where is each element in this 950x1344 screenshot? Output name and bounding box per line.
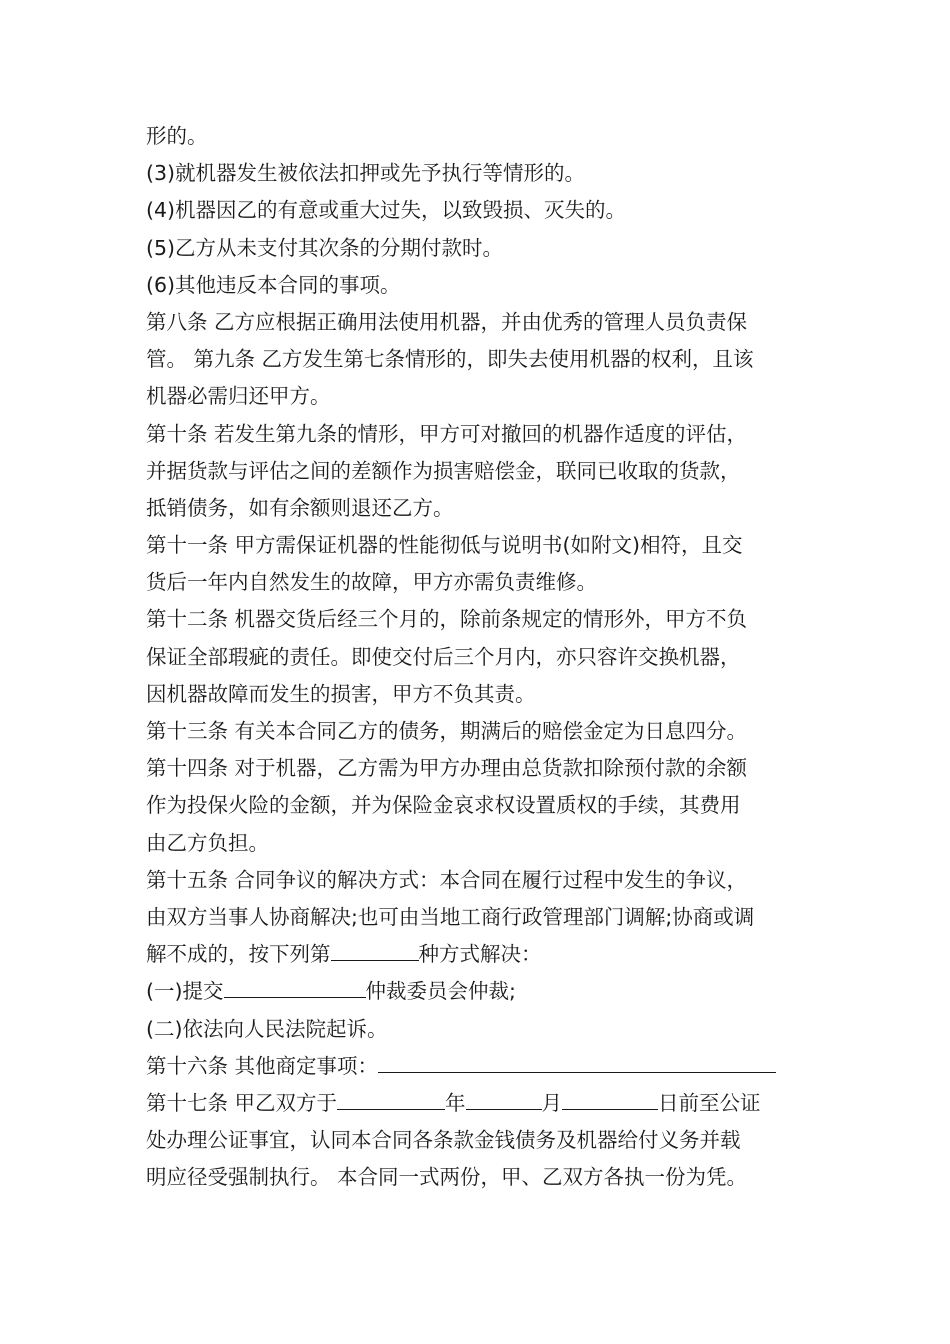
other-matters-label: 第十六条 其他商定事项： bbox=[146, 1053, 379, 1078]
text-line: 第十条 若发生第九条的情形，甲方可对撤回的机器作适度的评估， bbox=[146, 421, 748, 446]
contract-body bbox=[146, 118, 811, 1196]
other-matters-line bbox=[146, 1048, 811, 1085]
text-line: 作为投保火险的金额，并为保险金哀求权设置质权的手续，其费用 bbox=[146, 793, 741, 818]
choice-blank[interactable] bbox=[331, 938, 419, 961]
text-line: 由双方当事人协商解决;也可由当地工商行政管理部门调解;协商或调 bbox=[146, 904, 755, 929]
arbitration-prefix: (一)提交 bbox=[146, 979, 224, 1004]
court-line: (二)依法向人民法院起诉。 bbox=[146, 1016, 388, 1041]
text-line: 因机器故障而发生的损害，甲方不负其责。 bbox=[146, 681, 536, 706]
text-line: 保证全部瑕疵的责任。即使交付后三个月内，亦只容许交换机器， bbox=[146, 644, 741, 669]
text-line: 机器必需归还甲方。 bbox=[146, 384, 331, 409]
text-line: 管。 第九条 乙方发生第七条情形的，即失去使用机器的权利，且该 bbox=[146, 347, 754, 372]
text-line: 明应径受强制执行。 本合同一式两份，甲、乙双方各执一份为凭。 bbox=[146, 1165, 748, 1190]
choice-line bbox=[146, 936, 811, 973]
year-label: 年 bbox=[445, 1090, 466, 1115]
month-label: 月 bbox=[541, 1090, 563, 1115]
text-line: (3)就机器发生被依法扣押或先予执行等情形的。 bbox=[146, 161, 586, 186]
text-line: 第十四条 对于机器，乙方需为甲方办理由总货款扣除预付款的余额 bbox=[146, 756, 748, 781]
notary-date-line bbox=[146, 1085, 811, 1122]
other-matters-blank[interactable] bbox=[378, 1050, 776, 1073]
arbitration-line bbox=[146, 973, 811, 1010]
choice-text-suffix: 种方式解决： bbox=[418, 942, 542, 967]
text-line: 第八条 乙方应根据正确用法使用机器，并由优秀的管理人员负责保 bbox=[146, 309, 748, 334]
year-blank[interactable] bbox=[337, 1087, 445, 1110]
notary-prefix: 第十七条 甲乙双方于 bbox=[146, 1090, 338, 1115]
text-line: (5)乙方从未支付其次条的分期付款时。 bbox=[146, 235, 504, 260]
text-line: 并据货款与评估之间的差额作为损害赔偿金，联同已收取的货款， bbox=[146, 458, 741, 483]
day-label: 日前至公证 bbox=[658, 1090, 761, 1115]
text-line: (6)其他违反本合同的事项。 bbox=[146, 272, 401, 297]
month-blank[interactable] bbox=[466, 1087, 542, 1110]
text-line: (4)机器因乙的有意或重大过失，以致毁损、灭失的。 bbox=[146, 198, 627, 223]
text-line: 处办理公证事宜，认同本合同各条款金钱债务及机器给付义务并载 bbox=[146, 1128, 741, 1153]
text-line: 第十三条 有关本合同乙方的债务，期满后的赔偿金定为日息四分。 bbox=[146, 719, 748, 743]
text-line: 货后一年内自然发生的故障，甲方亦需负责维修。 bbox=[146, 570, 597, 595]
arbitration-suffix: 仲裁委员会仲裁; bbox=[365, 979, 516, 1004]
text-line: 由乙方负担。 bbox=[146, 830, 269, 855]
text-line: 第十五条 合同争议的解决方式：本合同在履行过程中发生的争议， bbox=[146, 867, 748, 892]
text-line: 形的。 bbox=[146, 124, 208, 148]
text-line: 抵销债务，如有余额则退还乙方。 bbox=[146, 495, 454, 520]
text-line: 第十二条 机器交货后经三个月的，除前条规定的情形外，甲方不负 bbox=[146, 607, 748, 632]
choice-text-prefix: 解不成的，按下列第 bbox=[146, 942, 331, 967]
arbitration-blank[interactable] bbox=[224, 975, 366, 998]
day-blank[interactable] bbox=[562, 1087, 658, 1110]
text-line: 第十一条 甲方需保证机器的性能彻低与说明书(如附文)相符，且交 bbox=[146, 533, 743, 558]
